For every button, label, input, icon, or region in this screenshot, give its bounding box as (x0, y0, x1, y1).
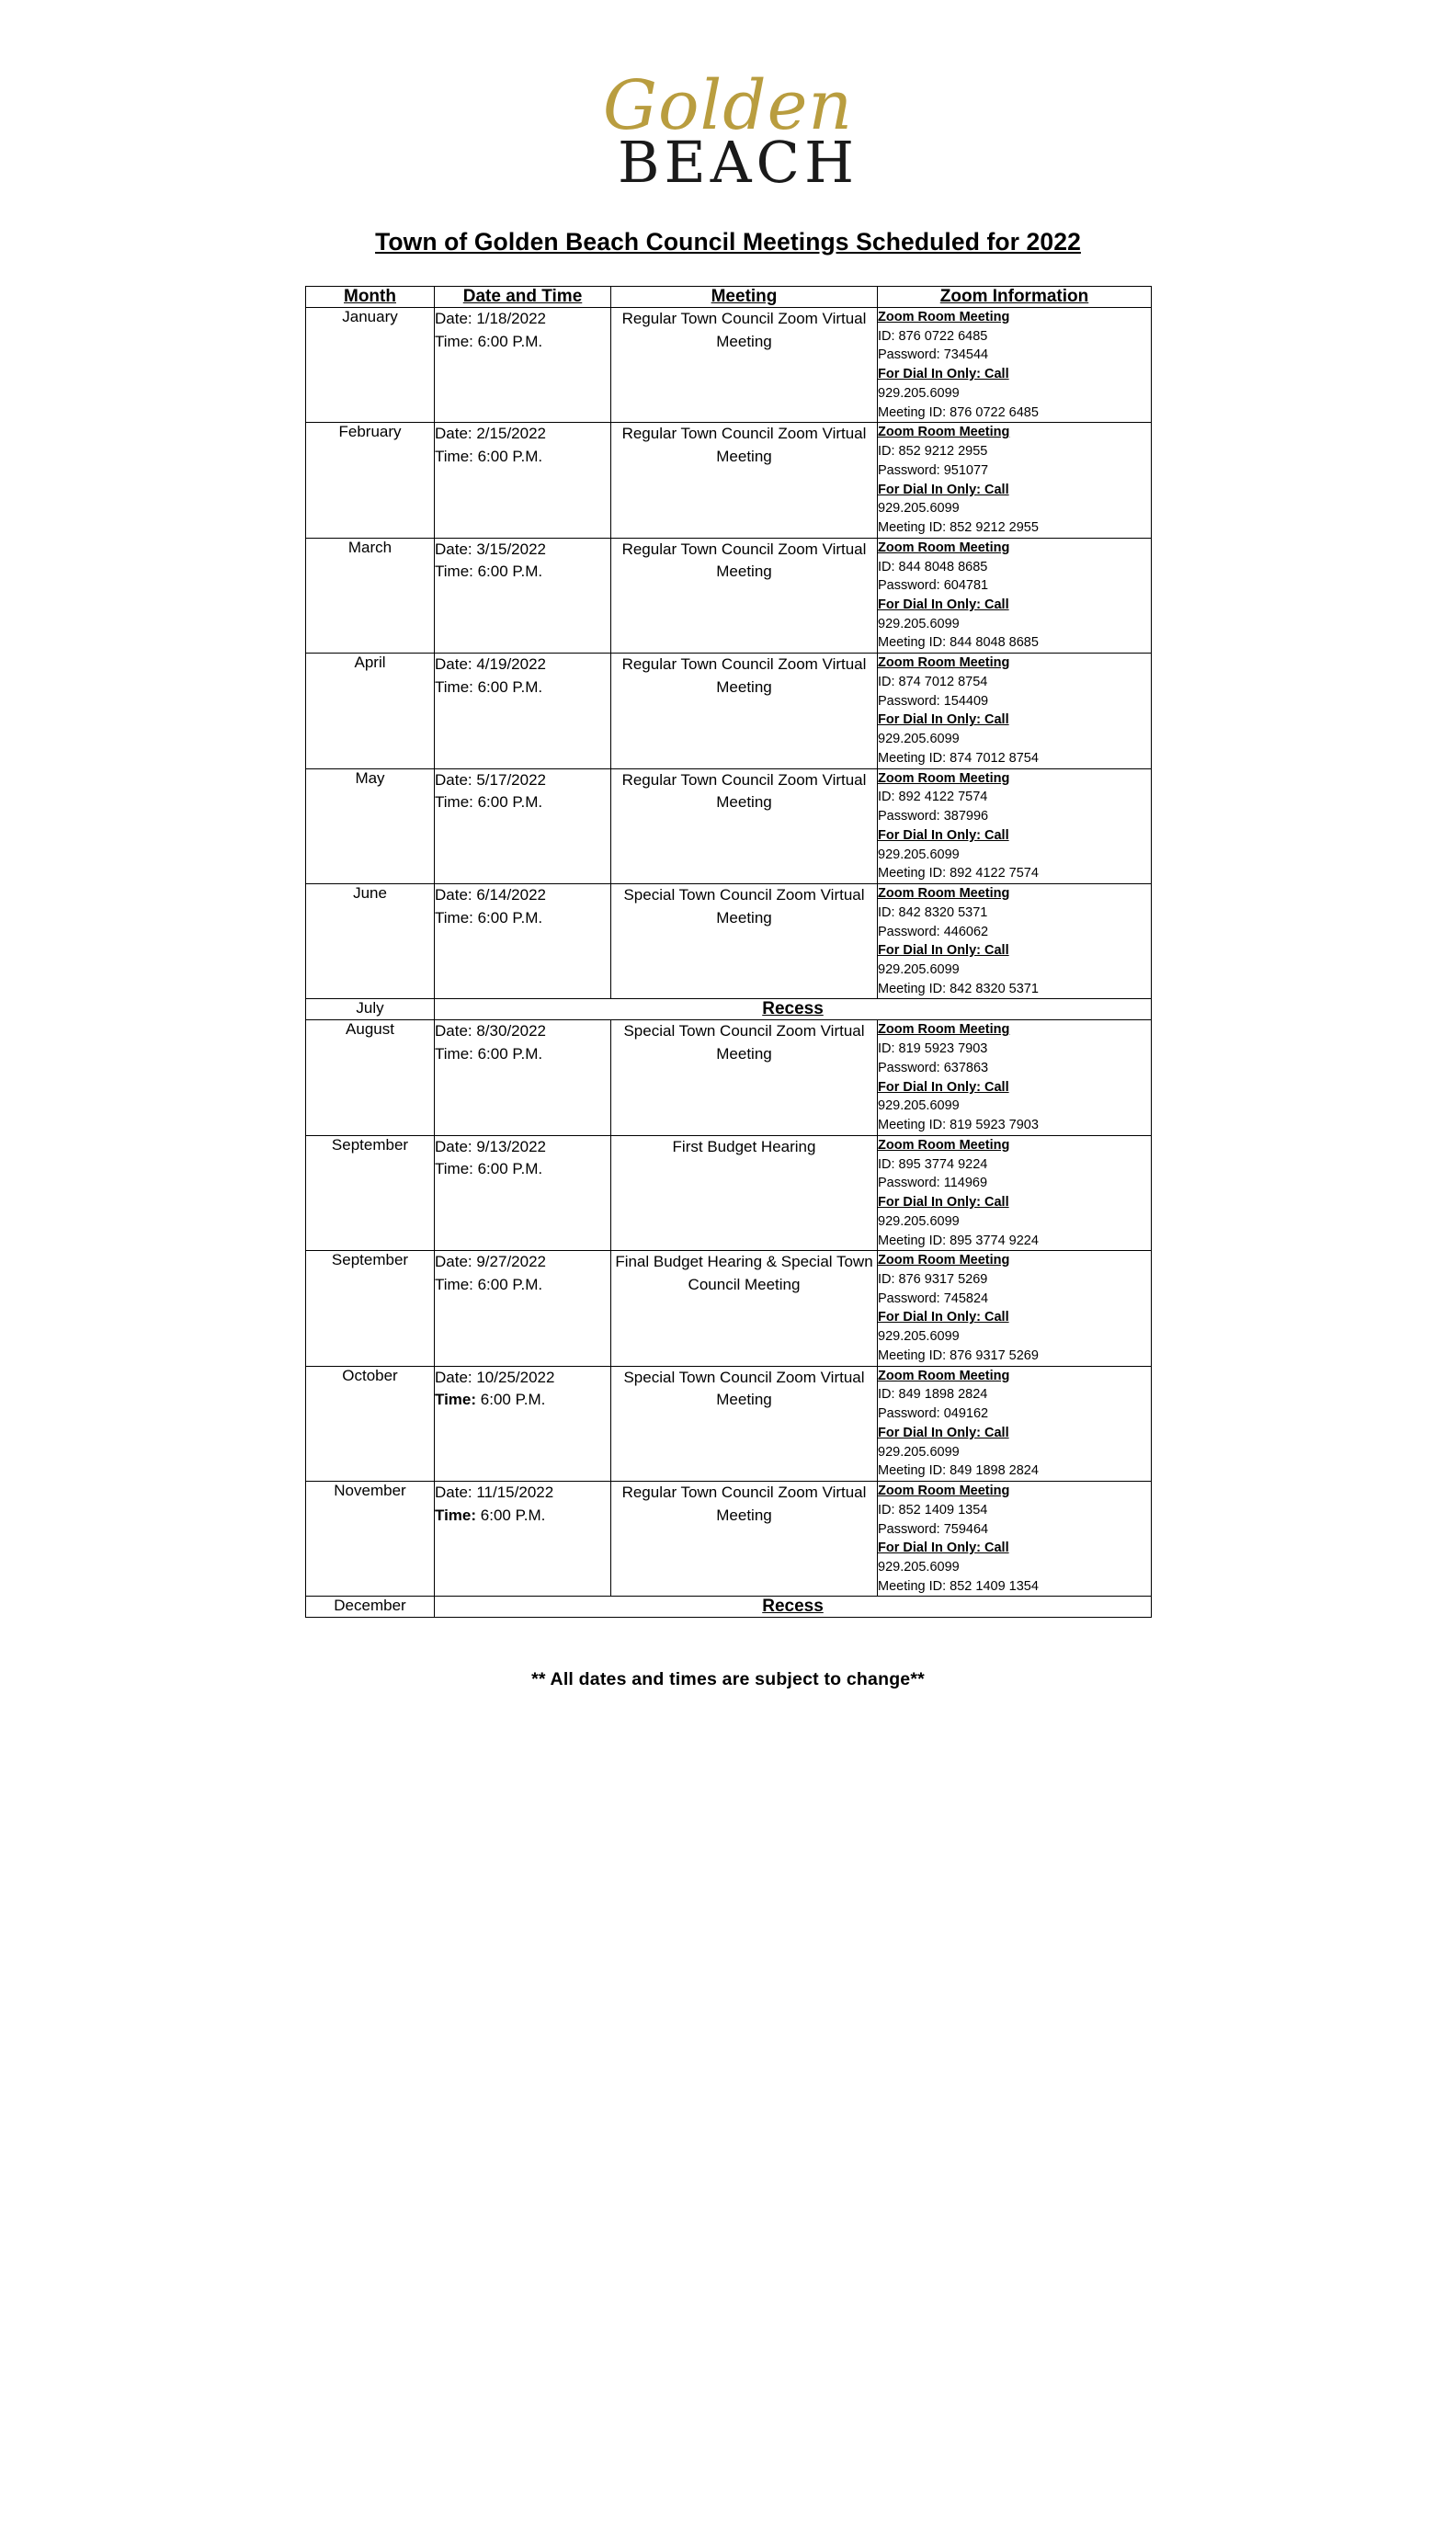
cell-date-time (435, 423, 611, 538)
table-row (306, 538, 1152, 653)
zoom-meeting-id-short: ID: 876 9317 5269 (878, 1271, 988, 1287)
council-meeting-schedule-table (305, 286, 1152, 1618)
cell-zoom-information (878, 538, 1152, 653)
zoom-room-heading: Zoom Room Meeting (878, 540, 1010, 555)
cell-month: February (306, 423, 435, 538)
zoom-meeting-id-full: Meeting ID: 895 3774 9224 (878, 1233, 1039, 1248)
zoom-dial-in-label: For Dial In Only: Call (878, 1079, 1009, 1095)
golden-beach-logo (0, 66, 1456, 196)
table-row (306, 1020, 1152, 1135)
cell-meeting-type: Special Town Council Zoom Virtual Meeting (611, 1366, 878, 1481)
zoom-meeting-id-full: Meeting ID: 819 5923 7903 (878, 1118, 1039, 1133)
cell-month: August (306, 1020, 435, 1135)
zoom-dial-in-phone: 929.205.6099 (878, 1098, 960, 1114)
zoom-dial-in-phone: 929.205.6099 (878, 1329, 960, 1345)
zoom-room-heading: Zoom Room Meeting (878, 1022, 1010, 1038)
table-row (306, 884, 1152, 999)
cell-recess (435, 999, 1152, 1020)
zoom-meeting-id-short: ID: 852 1409 1354 (878, 1502, 988, 1518)
meeting-time: Time: 6:00 P.M. (435, 1160, 543, 1178)
zoom-dial-in-label: For Dial In Only: Call (878, 597, 1009, 613)
cell-meeting-type: Regular Town Council Zoom Virtual Meeting (611, 308, 878, 423)
cell-zoom-information (878, 884, 1152, 999)
cell-meeting-type: Regular Town Council Zoom Virtual Meeting (611, 423, 878, 538)
zoom-dial-in-label: For Dial In Only: Call (878, 367, 1009, 382)
zoom-meeting-id-full: Meeting ID: 852 1409 1354 (878, 1578, 1039, 1594)
zoom-password: Password: 745824 (878, 1291, 989, 1306)
meeting-date: Date: 9/27/2022 (435, 1253, 546, 1271)
cell-month: May (306, 768, 435, 883)
cell-month: January (306, 308, 435, 423)
cell-meeting-type: Special Town Council Zoom Virtual Meeting (611, 884, 878, 999)
zoom-meeting-id-short: ID: 849 1898 2824 (878, 1387, 988, 1403)
table-header (306, 287, 1152, 308)
cell-month: April (306, 654, 435, 768)
zoom-dial-in-label: For Dial In Only: Call (878, 827, 1009, 843)
zoom-meeting-id-short: ID: 852 9212 2955 (878, 444, 988, 460)
zoom-dial-in-label: For Dial In Only: Call (878, 1425, 1009, 1440)
logo-word-beach: BEACH (617, 129, 859, 196)
table-row (306, 768, 1152, 883)
column-header-meeting: Meeting (611, 287, 878, 308)
table-row (306, 308, 1152, 423)
cell-month: November (306, 1482, 435, 1597)
cell-recess (435, 1597, 1152, 1618)
meeting-date: Date: 5/17/2022 (435, 770, 546, 789)
column-header-date-time: Date and Time (435, 287, 611, 308)
cell-zoom-information (878, 423, 1152, 538)
zoom-meeting-id-short: ID: 842 8320 5371 (878, 904, 988, 920)
zoom-room-heading: Zoom Room Meeting (878, 1137, 1010, 1153)
zoom-password: Password: 734544 (878, 347, 989, 363)
cell-zoom-information (878, 1251, 1152, 1366)
zoom-password: Password: 951077 (878, 462, 989, 478)
zoom-room-heading: Zoom Room Meeting (878, 1368, 1010, 1383)
zoom-dial-in-phone: 929.205.6099 (878, 847, 960, 862)
zoom-dial-in-phone: 929.205.6099 (878, 385, 960, 401)
recess-label: Recess (762, 1597, 824, 1617)
zoom-meeting-id-full: Meeting ID: 876 0722 6485 (878, 404, 1039, 420)
zoom-password: Password: 114969 (878, 1176, 988, 1191)
meeting-date: Date: 2/15/2022 (435, 425, 546, 443)
table-row (306, 423, 1152, 538)
zoom-dial-in-label: For Dial In Only: Call (878, 943, 1009, 959)
meeting-date: Date: 3/15/2022 (435, 540, 546, 558)
cell-meeting-type: Regular Town Council Zoom Virtual Meeting (611, 538, 878, 653)
table-row (306, 1482, 1152, 1597)
table-row (306, 1251, 1152, 1366)
zoom-room-heading: Zoom Room Meeting (878, 1253, 1010, 1268)
cell-month: June (306, 884, 435, 999)
cell-zoom-information (878, 1020, 1152, 1135)
meeting-date: Date: 10/25/2022 (435, 1368, 555, 1386)
zoom-room-heading: Zoom Room Meeting (878, 770, 1010, 786)
recess-label: Recess (762, 999, 824, 1019)
column-header-month: Month (306, 287, 435, 308)
cell-meeting-type: Regular Town Council Zoom Virtual Meeting (611, 654, 878, 768)
zoom-meeting-id-short: ID: 895 3774 9224 (878, 1156, 988, 1172)
cell-month: December (306, 1597, 435, 1618)
cell-meeting-type: Regular Town Council Zoom Virtual Meeting (611, 768, 878, 883)
zoom-room-heading: Zoom Room Meeting (878, 425, 1010, 440)
table-body (306, 308, 1152, 1618)
zoom-password: Password: 154409 (878, 693, 989, 709)
zoom-password: Password: 446062 (878, 924, 989, 939)
zoom-meeting-id-full: Meeting ID: 842 8320 5371 (878, 981, 1039, 996)
cell-date-time (435, 1251, 611, 1366)
cell-zoom-information (878, 654, 1152, 768)
cell-month: October (306, 1366, 435, 1481)
meeting-time: Time: 6:00 P.M. (435, 908, 543, 927)
meeting-time: Time: 6:00 P.M. (435, 563, 543, 581)
column-header-zoom-information: Zoom Information (878, 287, 1152, 308)
zoom-dial-in-phone: 929.205.6099 (878, 732, 960, 747)
table-row (306, 1597, 1152, 1618)
table-row (306, 1366, 1152, 1481)
cell-zoom-information (878, 1482, 1152, 1597)
cell-month: September (306, 1135, 435, 1250)
cell-date-time (435, 1135, 611, 1250)
cell-month: September (306, 1251, 435, 1366)
meeting-time: Time: 6:00 P.M. (435, 448, 543, 466)
zoom-dial-in-label: For Dial In Only: Call (878, 482, 1009, 497)
table-row (306, 654, 1152, 768)
cell-date-time (435, 768, 611, 883)
cell-zoom-information (878, 308, 1152, 423)
zoom-meeting-id-full: Meeting ID: 849 1898 2824 (878, 1463, 1039, 1479)
zoom-room-heading: Zoom Room Meeting (878, 1484, 1010, 1499)
zoom-dial-in-label: For Dial In Only: Call (878, 1195, 1009, 1211)
cell-zoom-information (878, 768, 1152, 883)
zoom-room-heading: Zoom Room Meeting (878, 310, 1010, 324)
zoom-password: Password: 637863 (878, 1060, 989, 1075)
cell-month: March (306, 538, 435, 653)
meeting-date: Date: 8/30/2022 (435, 1022, 546, 1040)
zoom-dial-in-phone: 929.205.6099 (878, 961, 960, 977)
cell-meeting-type: First Budget Hearing (611, 1135, 878, 1250)
cell-meeting-type: Final Budget Hearing & Special Town Council Meeting (611, 1251, 878, 1366)
meeting-time: Time: 6:00 P.M. (435, 1391, 546, 1409)
zoom-dial-in-label: For Dial In Only: Call (878, 1310, 1009, 1325)
zoom-dial-in-label: For Dial In Only: Call (878, 1541, 1009, 1556)
cell-date-time (435, 884, 611, 999)
cell-date-time (435, 1482, 611, 1597)
cell-date-time (435, 1020, 611, 1135)
cell-date-time (435, 538, 611, 653)
meeting-date: Date: 11/15/2022 (435, 1484, 554, 1502)
cell-date-time (435, 654, 611, 768)
page-title: Town of Golden Beach Council Meetings Scheduled for 2022 (375, 228, 1081, 256)
zoom-dial-in-phone: 929.205.6099 (878, 1213, 960, 1229)
zoom-dial-in-label: For Dial In Only: Call (878, 712, 1009, 728)
zoom-room-heading: Zoom Room Meeting (878, 655, 1010, 671)
zoom-meeting-id-full: Meeting ID: 876 9317 5269 (878, 1347, 1039, 1363)
meeting-date: Date: 9/13/2022 (435, 1137, 546, 1155)
meeting-date: Date: 6/14/2022 (435, 886, 546, 904)
meeting-time: Time: 6:00 P.M. (435, 1506, 546, 1524)
zoom-meeting-id-short: ID: 876 0722 6485 (878, 328, 988, 344)
zoom-password: Password: 049162 (878, 1406, 989, 1422)
zoom-meeting-id-short: ID: 892 4122 7574 (878, 790, 988, 805)
cell-date-time (435, 308, 611, 423)
zoom-meeting-id-short: ID: 874 7012 8754 (878, 674, 988, 689)
zoom-dial-in-phone: 929.205.6099 (878, 1560, 960, 1575)
zoom-meeting-id-short: ID: 819 5923 7903 (878, 1041, 988, 1057)
zoom-password: Password: 387996 (878, 809, 989, 824)
meeting-date: Date: 4/19/2022 (435, 655, 546, 674)
zoom-dial-in-phone: 929.205.6099 (878, 1444, 960, 1460)
schedule-table-wrapper (305, 286, 1151, 1618)
table-row (306, 999, 1152, 1020)
cell-zoom-information (878, 1366, 1152, 1481)
meeting-time: Time: 6:00 P.M. (435, 1045, 543, 1063)
meeting-time: Time: 6:00 P.M. (435, 332, 543, 350)
meeting-date: Date: 1/18/2022 (435, 310, 546, 327)
cell-month: July (306, 999, 435, 1020)
meeting-time: Time: 6:00 P.M. (435, 677, 543, 696)
zoom-meeting-id-full: Meeting ID: 874 7012 8754 (878, 750, 1039, 766)
zoom-password: Password: 759464 (878, 1521, 989, 1537)
table-header-row (306, 287, 1152, 308)
table-row (306, 1135, 1152, 1250)
zoom-meeting-id-full: Meeting ID: 892 4122 7574 (878, 866, 1039, 881)
cell-date-time (435, 1366, 611, 1481)
cell-meeting-type: Special Town Council Zoom Virtual Meeting (611, 1020, 878, 1135)
zoom-meeting-id-short: ID: 844 8048 8685 (878, 559, 988, 574)
zoom-meeting-id-full: Meeting ID: 844 8048 8685 (878, 635, 1039, 651)
zoom-room-heading: Zoom Room Meeting (878, 886, 1010, 902)
cell-zoom-information (878, 1135, 1152, 1250)
meeting-time: Time: 6:00 P.M. (435, 1275, 543, 1293)
zoom-dial-in-phone: 929.205.6099 (878, 616, 960, 631)
logo-word-golden: Golden (602, 66, 854, 145)
zoom-password: Password: 604781 (878, 578, 989, 594)
meeting-time: Time: 6:00 P.M. (435, 793, 543, 812)
cell-meeting-type: Regular Town Council Zoom Virtual Meeting (611, 1482, 878, 1597)
footer-disclaimer: ** All dates and times are subject to change** (531, 1669, 925, 1690)
zoom-meeting-id-full: Meeting ID: 852 9212 2955 (878, 520, 1039, 536)
zoom-dial-in-phone: 929.205.6099 (878, 501, 960, 517)
